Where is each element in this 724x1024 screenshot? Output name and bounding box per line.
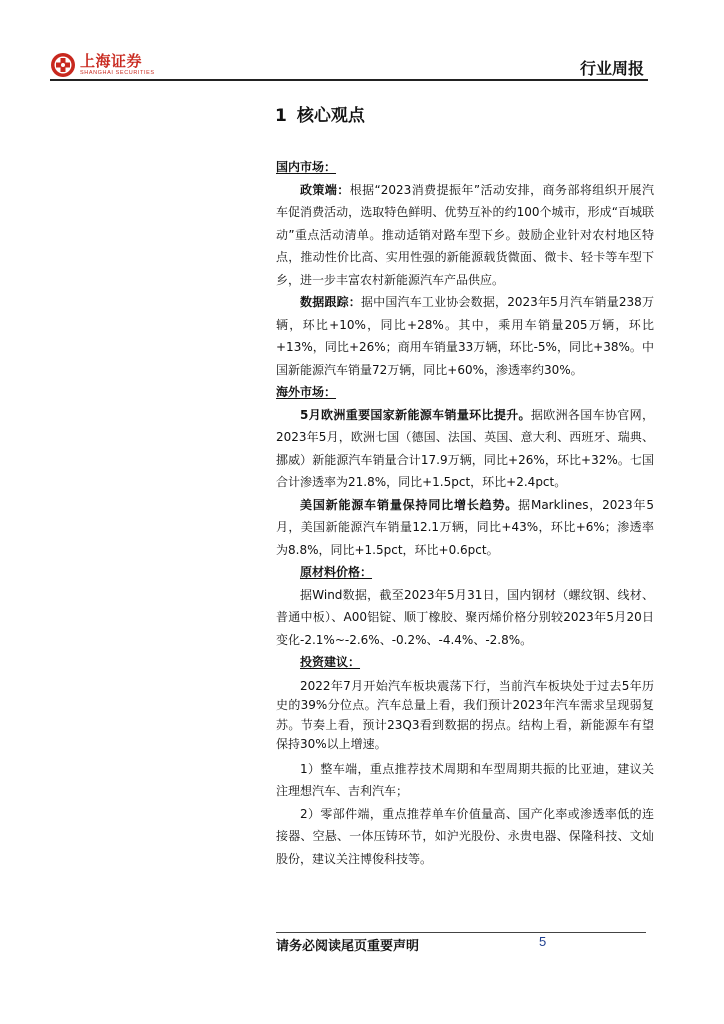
brand-name-en: SHANGHAI SECURITIES xyxy=(80,69,155,76)
report-type: 行业周报 xyxy=(579,59,644,78)
policy-paragraph xyxy=(276,179,654,292)
section-title-text: 核心观点 xyxy=(296,106,365,126)
page-number: 5 xyxy=(539,934,547,949)
section-number: 1 xyxy=(275,106,287,126)
data-tracking-text: 据中国汽车工业协会数据，2023年5月汽车销量238万辆，环比+10%，同比+28%。其中，乘用车销量205万辆，环比+13%，同比+26%；商用车销量33万辆，环比-5%，同比+38%。中国新能源汽车销量72万辆，同比+60%，渗透率约30%。 xyxy=(276,295,654,377)
header-divider xyxy=(50,79,648,81)
advice-item-vehicles: 1）整车端，重点推荐技术周期和车型周期共振的比亚迪，建议关注理想汽车、吉利汽车； xyxy=(276,761,654,798)
europe-lead: 5月欧洲重要国家新能源车销量环比提升。 xyxy=(300,407,531,422)
europe-text: 据欧洲各国车协官网，2023年5月，欧洲七国（德国、法国、英国、意大利、西班牙、瑞典、挪威）新能源汽车销量合计17.9万辆，同比+26%，环比+32%。七国合计渗透率为21.8%，同比+1.5pct，环比+2.4pct。 xyxy=(276,407,654,489)
us-text: 据Marklines，2023年5月，美国新能源汽车销量12.1万辆，同比+43%，环比+6%；渗透率为8.8%，同比+1.5pct，环比+0.6pct。 xyxy=(276,497,654,557)
europe-paragraph xyxy=(276,404,654,494)
us-paragraph xyxy=(276,494,654,562)
materials-heading: 原材料价格： xyxy=(300,565,373,579)
body-content xyxy=(276,156,654,870)
data-tracking-paragraph xyxy=(276,291,654,381)
logo-mark-icon xyxy=(50,52,76,78)
brand-name-cn: 上海证券 xyxy=(80,51,143,70)
section-title xyxy=(275,101,365,126)
brand-text xyxy=(80,51,155,77)
brand-logo xyxy=(50,52,155,78)
domestic-heading: 国内市场： xyxy=(276,160,337,174)
overseas-heading: 海外市场： xyxy=(276,385,337,399)
policy-text: 根据“2023消费提振年”活动安排，商务部将组织开展汽车促消费活动，选取特色鲜明、优势互补的约100个城市，形成“百城联动”重点活动清单。推动适销对路车型下乡。鼓励企业针对农村地区特点，推动性价比高、实用性强的新能源载货微面、微卡、轻卡等车型下乡，进一步丰富农村新能源汽车产品供应。 xyxy=(276,182,654,287)
advice-heading: 投资建议： xyxy=(300,655,361,669)
advice-paragraph: 2022年7月开始汽车板块震荡下行，当前汽车板块处于过去5年历史的39%分位点。汽车总量上看，我们预计2023年汽车需求呈现弱复苏。节奏上看，预计23Q3看到数据的拐点。结构上看，新能源车有望保持30%以上增速。 xyxy=(276,678,654,751)
materials-paragraph: 据Wind数据，截至2023年5月31日，国内钢材（螺纹钢、线材、普通中板）、A00铝锭、顺丁橡胶、聚丙烯价格分别较2023年5月20日变化-2.1%~-2.6%、-0.2%、-4.4%、-2.8%。 xyxy=(276,587,654,647)
data-tracking-label: 数据跟踪： xyxy=(300,295,361,309)
footer-disclaimer: 请务必阅读尾页重要声明 xyxy=(276,939,420,954)
advice-item-components: 2）零部件端，重点推荐单车价值量高、国产化率或渗透率低的连接器、空悬、一体压铸环节，如沪光股份、永贵电器、保隆科技、文灿股份，建议关注博俊科技等。 xyxy=(276,806,654,866)
footer-divider xyxy=(276,932,646,933)
us-lead: 美国新能源车销量保持同比增长趋势。 xyxy=(300,497,519,512)
policy-label: 政策端： xyxy=(300,182,350,197)
